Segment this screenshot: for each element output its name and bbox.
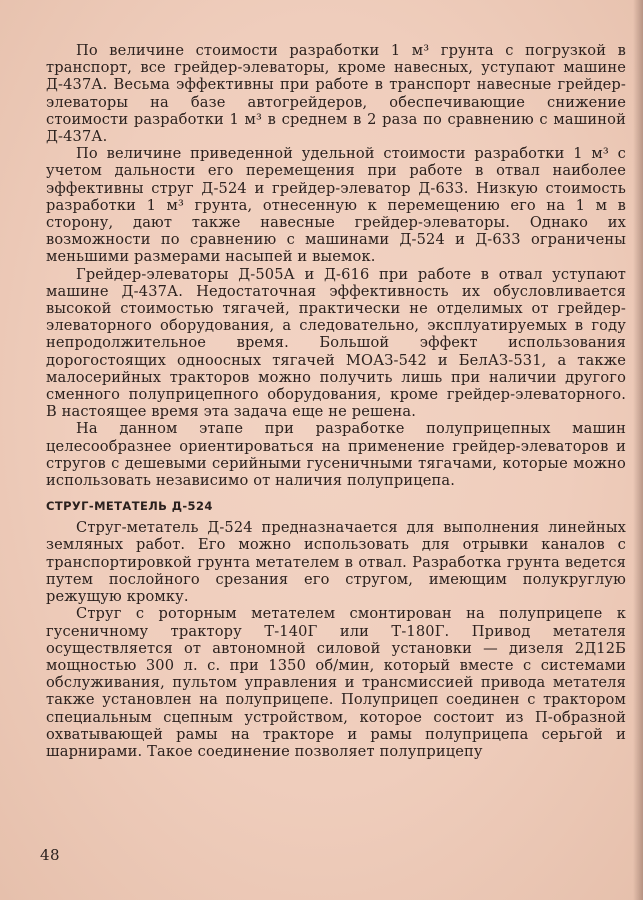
paragraph-cost-transport: По величине стоимости разработки 1 м³ грунта с погрузкой в транспорт, все грейдер-элеваторы, кроме навесных, уступают машине Д-437А. Весьма эффективны при работе в транспорт навесные грейдер-элеваторы на базе автогрейдеров, обеспечивающие снижение стоимости разработки 1 м³ в среднем в 2 раза по сравнению с машиной Д-437А. bbox=[46, 42, 626, 146]
paragraph-grader-elevators: Грейдер-элеваторы Д-505А и Д-616 при работе в отвал уступают машине Д-437А. Недостаточная эффективность их обусловливается высокой стоимостью тягачей, практически не отделимых от грейдер-элеваторного оборудования, а следовательно, эксплуатируемых в году непродолжительное время. Большой эффект использования дорогостоящих одноосных тягачей МОАЗ-542 и БелАЗ-531, а также малосерийных тракторов можно получить лишь при наличии другого сменного полуприцепного оборудования, кроме грейдер-элеваторного. В настоящее время эта задача еще не решена. bbox=[46, 265, 626, 421]
paragraph-current-stage: На данном этапе при разработке полуприцепных машин целесообразнее ориентироваться на применение грейдер-элеваторов и стругов с дешевыми серийными гусеничными тягачами, которые можно использовать независимо от наличия полуприцепа. bbox=[46, 420, 626, 490]
paragraph-construction: Струг с роторным метателем смонтирован на полуприцепе к гусеничному трактору Т-140Г или Т-180Г. Привод метателя осуществляется от автономной силовой установки — дизеля 2Д12Б мощностью 300 л. с. при 1350 об/мин, который вместе с системами обслуживания, пультом управления и трансмиссией привода метателя также установлен на полуприцепе. Полуприцеп соединен с трактором специальным сцепным устройством, которое состоит из П-образной охватывающей рамы на тракторе и рамы полуприцепа серьгой и шарнирами. Такое соединение позволяет полуприцепу bbox=[46, 605, 626, 760]
paragraph-purpose: Струг-метатель Д-524 предназначается для выполнения линейных земляных работ. Его можно использовать для отрывки каналов с транспортировкой грунта метателем в отвал. Разработка грунта ведется путем послойного срезания его стругом, имеющим полукруглую режущую кромку. bbox=[46, 519, 626, 606]
page-number: 48 bbox=[40, 846, 61, 864]
section-heading: СТРУГ-МЕТАТЕЛЬ Д-524 bbox=[46, 499, 213, 514]
paragraph-cost-distance: По величине приведенной удельной стоимости разработки 1 м³ с учетом дальности его перемещения при работе в отвал наиболее эффективны струг Д-524 и грейдер-элеватор Д-633. Низкую стоимость разработки 1 м³ грунта, отнесенную к перемещению его на 1 м в сторону, дают также навесные грейдер-элеваторы. Однако их возможности по сравнению с машинами Д-524 и Д-633 ограничены меньшими размерами насыпей и выемок. bbox=[46, 145, 626, 266]
page-edge-shadow bbox=[633, 0, 643, 900]
page-body bbox=[46, 42, 626, 760]
